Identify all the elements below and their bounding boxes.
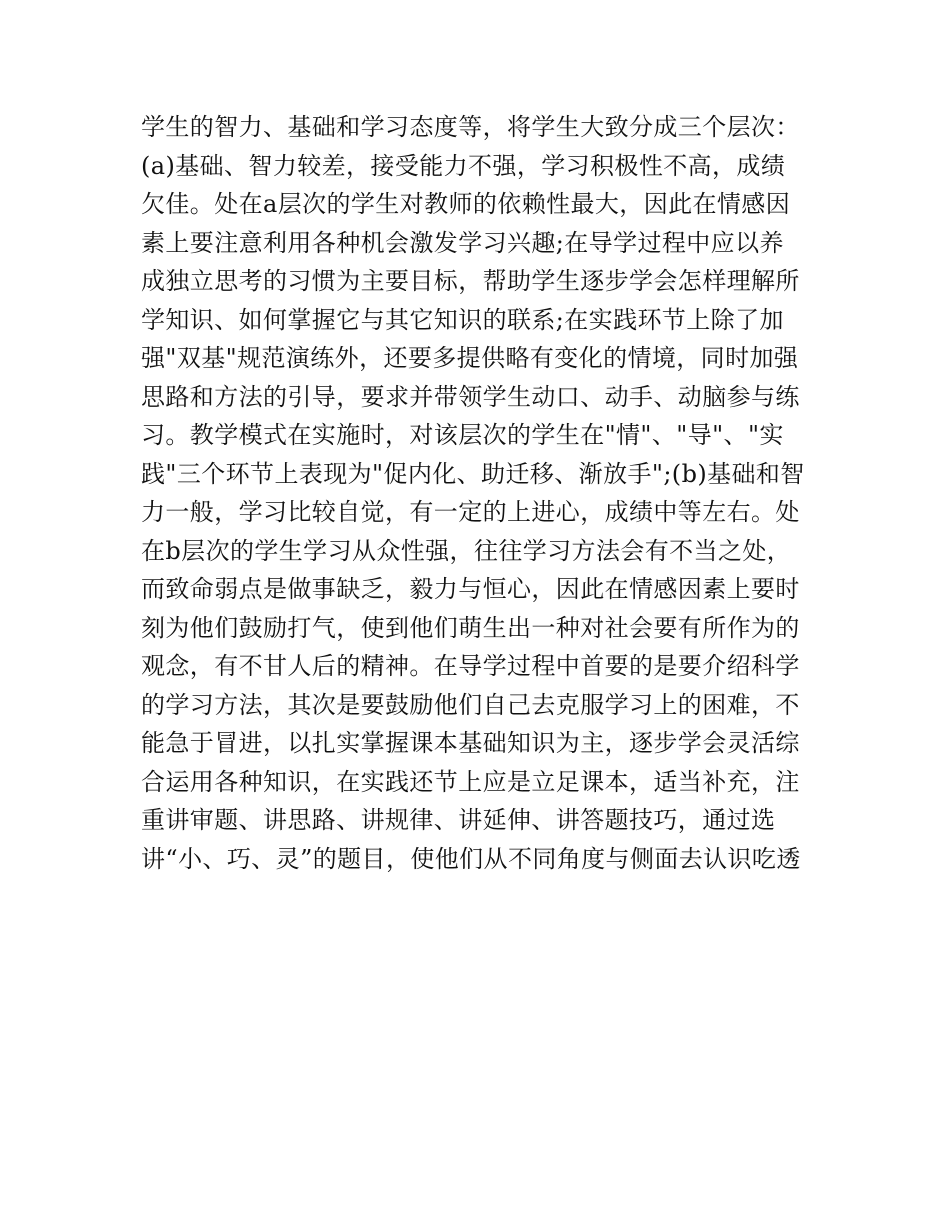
text-line: 观念，有不甘人后的精神。在导学过程中首要的是要介绍科学: [141, 652, 800, 680]
text-line: 重讲审题、讲思路、讲规律、讲延伸、讲答题技巧，通过选: [141, 806, 776, 834]
text-line: 成独立思考的习惯为主要目标，帮助学生逐步学会怎样理解所: [141, 267, 800, 295]
body-text: [141, 108, 821, 878]
text-line: 强"双基"规范演练外，还要多提供略有变化的情境，同时加强: [141, 344, 799, 372]
text-line: 的学习方法，其次是要鼓励他们自己去克服学习上的困难，不: [141, 690, 800, 719]
text-line: 在b层次的学生学习从众性强，往往学习方法会有不当之处，: [141, 536, 792, 565]
text-line: 学知识、如何掌握它与其它知识的联系;在实践环节上除了加: [141, 305, 784, 334]
text-line: 欠佳。处在a层次的学生对教师的依赖性最大，因此在情感因: [141, 190, 791, 218]
text-line: 践"三个环节上表现为"促内化、助迁移、渐放手";(b)基础和智: [141, 459, 805, 488]
text-line: 力一般，学习比较自觉，有一定的上进心，成绩中等左右。处: [141, 498, 800, 526]
text-line: 合运用各种知识，在实践还节上应是立足课本，适当补充，注: [141, 767, 800, 796]
text-line: 能急于冒进，以扎实掌握课本基础知识为主，逐步学会灵活综: [141, 729, 800, 757]
text-line: 讲“小、巧、灵”的题目，使他们从不同角度与侧面去认识吃透: [141, 844, 801, 873]
text-line: 习。教学模式在实施时，对该层次的学生在"情"、"导"、"实: [141, 421, 784, 449]
text-line: 学生的智力、基础和学习态度等，将学生大致分成三个层次：: [141, 113, 800, 141]
text-line: 思路和方法的引导，要求并带领学生动口、动手、动脑参与练: [141, 382, 800, 411]
text-line: (a)基础、智力较差，接受能力不强，学习积极性不高，成绩: [141, 151, 786, 180]
text-line: 而致命弱点是做事缺乏，毅力与恒心，因此在情感因素上要时: [141, 575, 800, 603]
text-line: 素上要注意利用各种机会激发学习兴趣;在导学过程中应以养: [141, 228, 784, 257]
text-line: 刻为他们鼓励打气，使到他们萌生出一种对社会要有所作为的: [141, 613, 800, 642]
